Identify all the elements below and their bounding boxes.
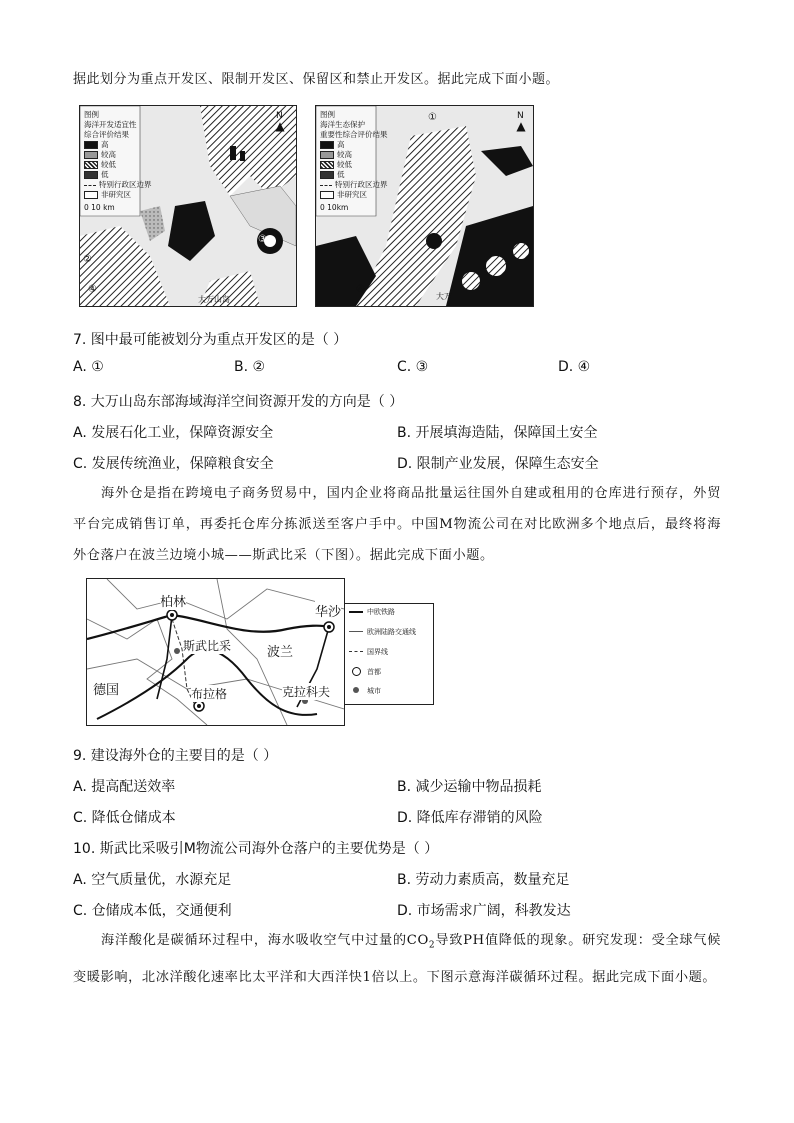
q7-option-c[interactable]: C. ③: [397, 359, 429, 375]
q10-option-d[interactable]: D. 市场需求广阔，科教发达: [397, 903, 571, 919]
city-slubice: 斯武比采: [183, 639, 232, 653]
legend-border-line: [349, 651, 363, 652]
city-prague: 布拉格: [191, 687, 228, 701]
city-warsaw: 华沙: [315, 601, 341, 620]
place-label: 大万: [436, 292, 452, 301]
legend-road-line: [349, 631, 363, 632]
q8-option-c[interactable]: C. 发展传统渔业，保障粮食安全: [73, 456, 274, 472]
legend-label: 特别行政区边界: [99, 180, 152, 189]
passage-overseas-warehouse: 海外仓是指在跨境电子商务贸易中，国内企业将商品批量运往国外自建或租用的仓库进行预存，外贸平台完成销售订单，再委托仓库分拣派送至客户手中。中国M物流公司在对比欧洲多个地点后，最终将海外仓落户在波兰边境小城——斯武比采（下图）。据此完成下面小题。: [73, 486, 721, 563]
q8-option-a[interactable]: A. 发展石化工业，保障资源安全: [73, 425, 274, 441]
scale-bar: 0 10 km: [84, 203, 115, 212]
legend-label: 中欧铁路: [367, 608, 395, 616]
legend-swatch: [84, 161, 98, 169]
question-7-stem: 7. 图中最可能被划分为重点开发区的是（ ）: [73, 332, 348, 348]
map-poland-region: [86, 578, 345, 726]
city-krakow: 克拉科夫: [282, 685, 331, 699]
q7-option-a[interactable]: A. ①: [73, 359, 104, 375]
map2-legend: [320, 110, 388, 213]
legend-swatch: [84, 191, 98, 199]
legend-label: 首都: [367, 668, 381, 676]
legend-label: 高: [337, 140, 345, 149]
legend-label: 高: [101, 140, 109, 149]
q10-option-a[interactable]: A. 空气质量优，水源充足: [73, 872, 232, 888]
svg-text:▲: ▲: [275, 119, 285, 133]
legend-label: 低: [337, 170, 345, 179]
legend-swatch: [84, 171, 98, 179]
city-icon: [353, 687, 359, 693]
map3-legend: [344, 603, 434, 705]
passage-text: 导致PH值降低的现象。研究发现：受全球气候变暖影响，北冰洋酸化速率比太平洋和大西洋快1倍以上。下图示意海洋碳循环过程。据此完成下面小题。: [73, 933, 721, 985]
place-label: 大万山岛: [198, 295, 230, 304]
legend-label: 特别行政区边界: [335, 180, 388, 189]
legend-swatch: [84, 185, 96, 186]
q8-option-b[interactable]: B. 开展填海造陆，保障国土安全: [397, 425, 598, 441]
subscript: 2: [428, 940, 436, 951]
legend-label: 较高: [337, 150, 352, 159]
north-arrow: N: [276, 111, 283, 121]
legend-swatch: [320, 151, 334, 159]
marker-4: ④: [88, 284, 97, 295]
svg-text:▲: ▲: [516, 119, 526, 133]
passage-ocean-acidification: [73, 925, 721, 993]
map1-legend: [84, 110, 152, 213]
legend-subtitle: 综合评价结果: [84, 130, 129, 139]
q7-option-b[interactable]: B. ②: [234, 359, 266, 375]
legend-label: 非研究区: [101, 190, 131, 199]
legend-swatch: [320, 185, 332, 186]
legend-title: 图例: [320, 110, 335, 119]
legend-subtitle: 重要性综合评价结果: [320, 130, 388, 139]
legend-swatch: [320, 141, 334, 149]
legend-label: 国界线: [367, 648, 388, 656]
legend-label: 欧洲陆路交通线: [367, 628, 416, 636]
map-development-suitability: [79, 105, 297, 307]
legend-swatch: [84, 151, 98, 159]
legend-title: 图例: [84, 110, 99, 119]
marker-2: ②: [83, 254, 92, 265]
q9-option-c[interactable]: C. 降低仓储成本: [73, 810, 176, 826]
country-poland: 波兰: [267, 641, 293, 660]
q9-option-d[interactable]: D. 降低库存滞销的风险: [397, 810, 543, 826]
marker-1: ①: [428, 112, 437, 123]
q9-option-b[interactable]: B. 减少运输中物品损耗: [397, 779, 542, 795]
q7-option-d[interactable]: D. ④: [558, 359, 591, 375]
city-berlin: 柏林: [160, 591, 186, 610]
question-10-stem: 10. 斯武比采吸引M物流公司海外仓落户的主要优势是（ ）: [73, 841, 439, 857]
country-germany: 德国: [93, 679, 119, 698]
passage-text: 海洋酸化是碳循环过程中，海水吸收空气中过量的CO: [101, 933, 429, 948]
marker-3: ③: [258, 234, 267, 245]
question-8-stem: 8. 大万山岛东部海域海洋空间资源开发的方向是（ ）: [73, 394, 404, 410]
scale-bar: 0 10km: [320, 203, 349, 212]
legend-label: 低: [101, 170, 109, 179]
legend-label: 较高: [101, 150, 116, 159]
q10-option-b[interactable]: B. 劳动力素质高，数量充足: [397, 872, 570, 888]
north-arrow: N: [517, 111, 524, 121]
question-9-stem: 9. 建设海外仓的主要目的是（ ）: [73, 748, 278, 764]
capital-icon: [352, 667, 361, 676]
legend-label: 较低: [101, 160, 116, 169]
legend-label: 较低: [337, 160, 352, 169]
legend-subtitle: 海洋生态保护: [320, 120, 365, 129]
legend-swatch: [320, 171, 334, 179]
map-ecological-protection: [315, 105, 534, 307]
intro-text: 据此划分为重点开发区、限制开发区、保留区和禁止开发区。据此完成下面小题。: [73, 72, 560, 87]
legend-swatch: [84, 141, 98, 149]
q9-option-a[interactable]: A. 提高配送效率: [73, 779, 176, 795]
q8-option-d[interactable]: D. 限制产业发展，保障生态安全: [397, 456, 599, 472]
legend-label: 城市: [367, 687, 381, 695]
marker-4: ④: [356, 284, 365, 295]
legend-subtitle: 海洋开发适宜性: [84, 120, 137, 129]
q10-option-c[interactable]: C. 仓储成本低，交通便利: [73, 903, 232, 919]
legend-swatch: [320, 191, 334, 199]
legend-rail-line: [349, 611, 363, 613]
legend-label: 非研究区: [337, 190, 367, 199]
legend-swatch: [320, 161, 334, 169]
